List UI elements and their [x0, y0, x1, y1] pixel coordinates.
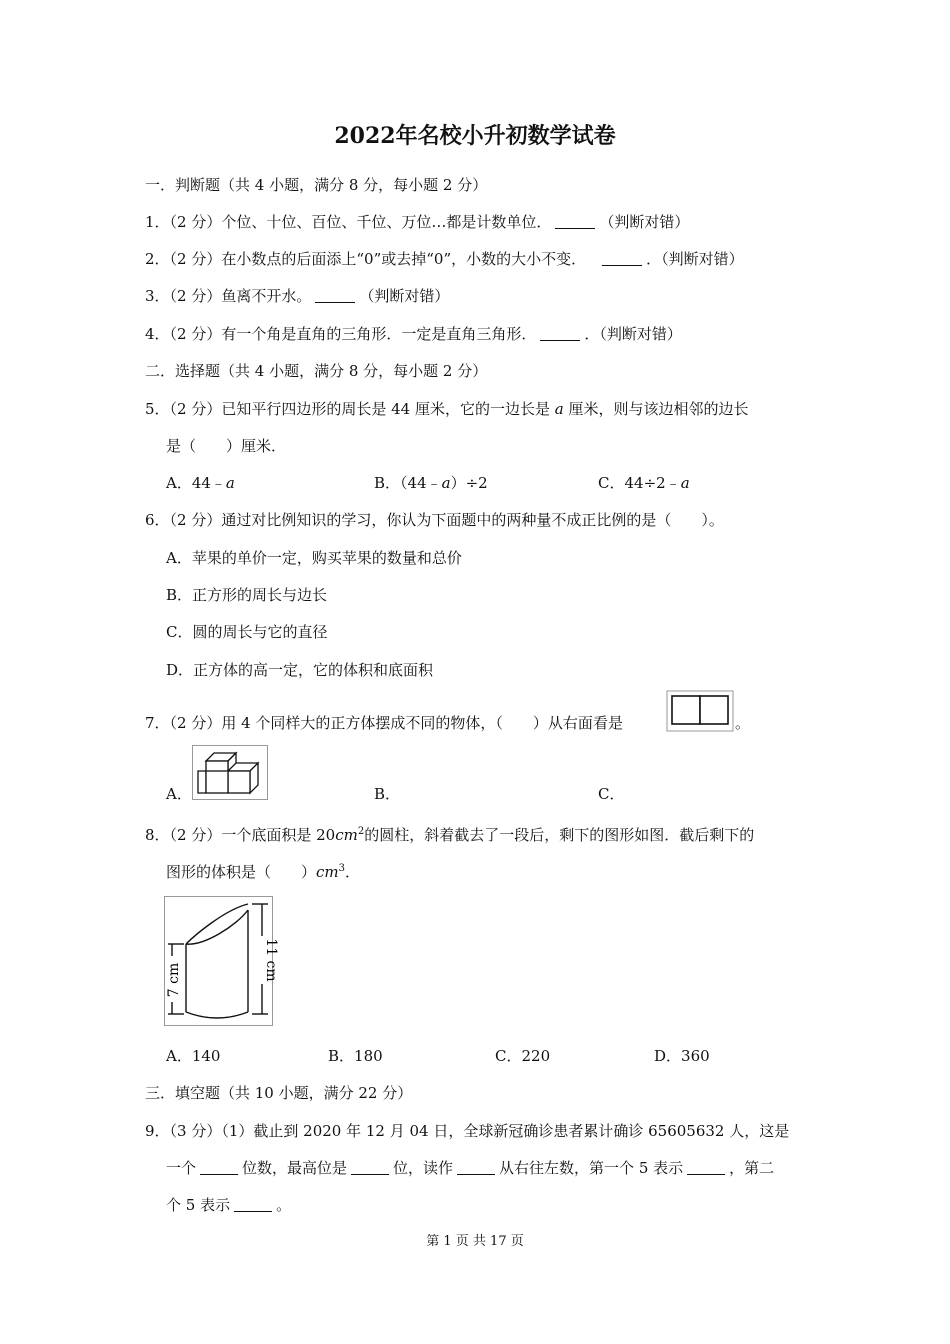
q5-option-c[interactable]	[598, 473, 690, 493]
question-4-suffix: ．（判断对错）	[584, 325, 682, 343]
q9-text-f: 个 5 表示	[166, 1196, 231, 1214]
q9-text-b: 位数，最高位是	[242, 1159, 348, 1177]
option-label: B．（44﹣	[374, 474, 442, 492]
section-heading-1: 一．判断题（共 4 小题，满分 8 分，每小题 2 分）	[145, 176, 488, 194]
answer-blank[interactable]	[200, 1160, 238, 1175]
q8-option-d[interactable]: D．360	[654, 1047, 710, 1065]
question-9-line-3	[166, 1195, 291, 1215]
unit-cm: cm	[335, 826, 358, 844]
answer-blank[interactable]	[687, 1160, 725, 1175]
question-8-text-cont: 的圆柱，斜着截去了一段后，剩下的图形如图．截后剩下的	[364, 826, 755, 844]
question-8-line-2	[166, 859, 360, 882]
answer-blank[interactable]	[351, 1160, 389, 1175]
question-8-text-2: 图形的体积是（ ）	[166, 863, 317, 881]
option-label: A．44﹣	[166, 474, 226, 492]
question-9-line-2	[166, 1158, 774, 1178]
question-8-line-1	[145, 822, 754, 845]
variable-a: a	[680, 474, 690, 492]
option-label-end: ）÷2	[450, 474, 488, 492]
option-label: C．44÷2﹣	[598, 474, 681, 492]
question-9-line-1: 9．（3 分）（1）截止到 2020 年 12 月 04 日，全球新冠确诊患者累计确诊 65605632 人，这是	[145, 1122, 790, 1140]
q9-text-c: 位，读作	[393, 1159, 454, 1177]
variable-a: a	[554, 400, 564, 418]
q6-option-d[interactable]: D．正方体的高一定，它的体积和底面积	[166, 661, 434, 679]
unit-exponent: 2	[357, 826, 365, 837]
question-3	[145, 286, 449, 306]
q8-option-a[interactable]: A．140	[166, 1047, 221, 1065]
question-5-text: 5．（2 分）已知平行四边形的周长是 44 厘米，它的一边长是	[145, 400, 550, 418]
section-heading-3: 三．填空题（共 10 小题，满分 22 分）	[145, 1084, 413, 1102]
answer-blank[interactable]	[540, 326, 580, 341]
question-3-suffix: （判断对错）	[359, 287, 450, 305]
right-view-figure	[666, 690, 734, 732]
q6-option-c[interactable]: C．圆的周长与它的直径	[166, 623, 328, 641]
unit-exponent: 3	[338, 863, 346, 874]
question-7-text: 7．（2 分）用 4 个同样大的正方体摆成不同的物体，（ ）从右面看是	[145, 714, 623, 732]
answer-blank[interactable]	[457, 1160, 495, 1175]
question-2-suffix: ．（判断对错）	[646, 250, 744, 268]
variable-a: a	[441, 474, 451, 492]
question-1-suffix: （判断对错）	[599, 213, 690, 231]
q9-text-a: 一个	[166, 1159, 197, 1177]
question-2	[145, 249, 744, 269]
answer-blank[interactable]	[234, 1197, 272, 1212]
question-3-text: 3．（2 分）鱼离不开水。	[145, 287, 312, 305]
answer-blank[interactable]	[555, 214, 595, 229]
q5-option-b[interactable]	[374, 473, 488, 493]
cube-stack-figure	[192, 745, 268, 800]
q7-option-b[interactable]: B．	[374, 785, 401, 803]
unit-cm: cm	[316, 863, 339, 881]
cut-cylinder-figure	[164, 896, 279, 1027]
question-8-text-end: ．	[345, 863, 361, 881]
question-5-text-cont: 厘米，则与该边相邻的边长	[568, 400, 749, 418]
answer-blank[interactable]	[315, 288, 355, 303]
q7-option-c[interactable]: C．	[598, 785, 625, 803]
dimension-11cm: 11 cm	[263, 938, 279, 982]
section-heading-2: 二．选择题（共 4 小题，满分 8 分，每小题 2 分）	[145, 362, 488, 380]
q6-option-b[interactable]: B．正方形的周长与边长	[166, 586, 328, 604]
question-4-text: 4．（2 分）有一个角是直角的三角形．一定是直角三角形．	[145, 325, 537, 343]
q5-option-a[interactable]	[166, 473, 235, 493]
question-7-end: 。	[735, 714, 751, 732]
question-5-line-1	[145, 399, 749, 419]
question-7	[145, 713, 623, 733]
question-5-line-2: 是（ ）厘米．	[166, 437, 287, 455]
question-1	[145, 212, 689, 232]
q8-option-b[interactable]: B．180	[328, 1047, 383, 1065]
question-6: 6．（2 分）通过对比例知识的学习，你认为下面题中的两种量不成正比例的是（ ）。	[145, 511, 724, 529]
q9-text-d: 从右往左数，第一个 5 表示	[499, 1159, 684, 1177]
variable-a: a	[225, 474, 235, 492]
q9-text-g: 。	[276, 1196, 292, 1214]
q8-option-c[interactable]: C．220	[495, 1047, 551, 1065]
page-footer: 第 1 页 共 17 页	[426, 1234, 524, 1249]
question-1-text: 1．（2 分）个位、十位、百位、千位、万位…都是计数单位．	[145, 213, 552, 231]
question-2-text: 2．（2 分）在小数点的后面添上“0”或去掉“0”，小数的大小不变．	[145, 250, 587, 268]
q7-option-a[interactable]: A．	[166, 785, 192, 803]
question-8-text: 8．（2 分）一个底面积是 20	[145, 826, 336, 844]
page-title: 2022年名校小升初数学试卷	[334, 123, 616, 149]
q9-text-e: ，第二	[729, 1159, 775, 1177]
question-4	[145, 324, 682, 344]
dimension-7cm: 7 cm	[166, 962, 182, 998]
answer-blank[interactable]	[602, 251, 642, 266]
q6-option-a[interactable]: A．苹果的单价一定，购买苹果的数量和总价	[166, 549, 462, 567]
